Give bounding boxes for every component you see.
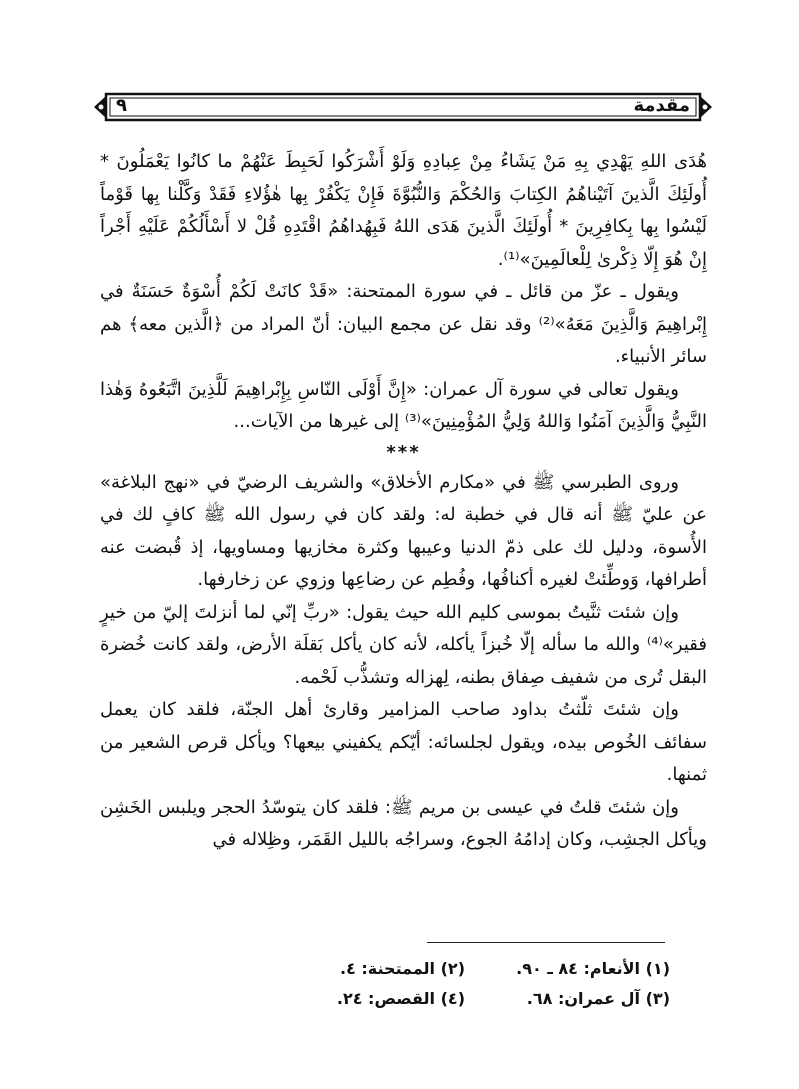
header-frame: [92, 92, 714, 122]
paragraph-dawud: وإن شئتَ ثلّثتُ بداود صاحب المزامير وقارئ أهل الجنّة، فلقد كان يعمل سفائف الخُوص بيده، ويقول لجلسائه: أيّكم يكفيني بيعها؟ ويأكل قرص الشعير من ثمنها.: [100, 699, 707, 785]
footnote-1: (١) الأنعام: ٨٤ ـ ٩٠.: [516, 959, 670, 978]
paragraph-quran-anam: هُدَى اللهِ يَهْدِي بِهِ مَنْ يَشَاءُ مِنْ عِبادِهِ وَلَوْ أَشْرَكُوا لَحَبِطَ عَنْهُمْ ما كانُوا يَعْمَلُونَ * أُولَئِكَ الَّذينَ آتَيْناهُمُ الكِتابَ وَالحُكْمَ وَالنُّبُوَّةَ فَإِنْ يَكْفُرْ بِها هٰؤُلاءِ فَقَدْ وَكَّلْنا بِها قَوْماً لَيْسُوا بِها بِكافِرِينَ * أُولَئِكَ الَّذينَ هَدَى اللهُ فَبِهُداهُمُ اقْتَدِهِ قُلْ لا أَسْأَلُكُمْ عَلَيْهِ أَجْراً إِنْ هُوَ إِلّا ذِكْرىٰ لِلْعالَمِينَ»⁽¹⁾.: [100, 151, 707, 270]
footnote-divider: [427, 942, 665, 943]
paragraph-isa: وإن شئتَ قلتُ في عيسى بن مريم ﷺ: فلقد كان يتوسّدُ الحجر ويلبس الخَشِن ويأكل الجشِب، وكان إدامُهُ الجوع، وسراجُه بالليل القَمَر، وظِلاله في: [100, 796, 707, 850]
page-number: ٩: [116, 95, 127, 116]
footnote-4: (٤) القصص: ٢٤.: [336, 989, 465, 1008]
main-text: [100, 146, 707, 857]
paragraph-tabarsi: وروى الطبرسي ﷺ في «مكارم الأخلاق» والشريف الرضيّ في «نهج البلاغة» عن عليّ ﷺ أنه قال في خطبة له: ولقد كان في رسول الله ﷺ كافٍ لك في الأُسوة، ودليل لك على ذمّ الدنيا وعيبها وكثرة مخازيها ومساويها، إذ قُبضت عنه أطرافها، وَوطِّئتْ لغيره أكنافُها، وفُطِم عن رضاعِها وزوي عن زخارفها.: [100, 471, 707, 590]
footnotes: [260, 954, 670, 1014]
footnote-row: [260, 954, 670, 984]
section-separator: ***: [386, 441, 421, 463]
paragraph-al-imran: ويقول تعالى في سورة آل عمران: «إِنَّ أَوْلَى النّاسِ بِإِبْراهِيمَ لَلَّذِينَ اتَّبَعُوهُ وَهٰذا النَّبِيُّ وَالَّذِينَ آمَنُوا وَاللهُ وَلِيُّ المُؤْمِنِينَ»⁽³⁾ إلى غيرها من الآيات...: [100, 378, 707, 432]
footnote-3: (٣) آل عمران: ٦٨.: [526, 989, 670, 1008]
header-title: مقدمة: [633, 95, 690, 116]
page-header: [92, 92, 714, 122]
footnote-row: [260, 984, 670, 1014]
paragraph-musa: وإن شئت ثنَّيتُ بموسى كليم الله حيث يقول: «ربِّ إنّي لما أنزلتَ إليّ من خيرٍ فقير»⁽⁴⁾ والله ما سأله إلّا خُبزاً يأكله، لأنه كان يأكل بَقلَة الأرض، ولقد كانت خُضرة البقل تُرى من شفيف صِفاق بطنه، لِهزاله وتشذُّب لَحْمه.: [100, 601, 707, 688]
footnote-2: (٢) الممتحنة: ٤.: [339, 959, 465, 978]
paragraph-mumtahina: ويقول ـ عزّ من قائل ـ في سورة الممتحنة: «قَدْ كانَتْ لَكُمْ أُسْوَةٌ حَسَنَةٌ في إِبْراهِيمَ وَالَّذِينَ مَعَهُ»⁽²⁾ وقد نقل عن مجمع البيان: أنّ المراد من ﴿الَّذين معه﴾ هم سائر الأنبياء.: [100, 281, 707, 367]
